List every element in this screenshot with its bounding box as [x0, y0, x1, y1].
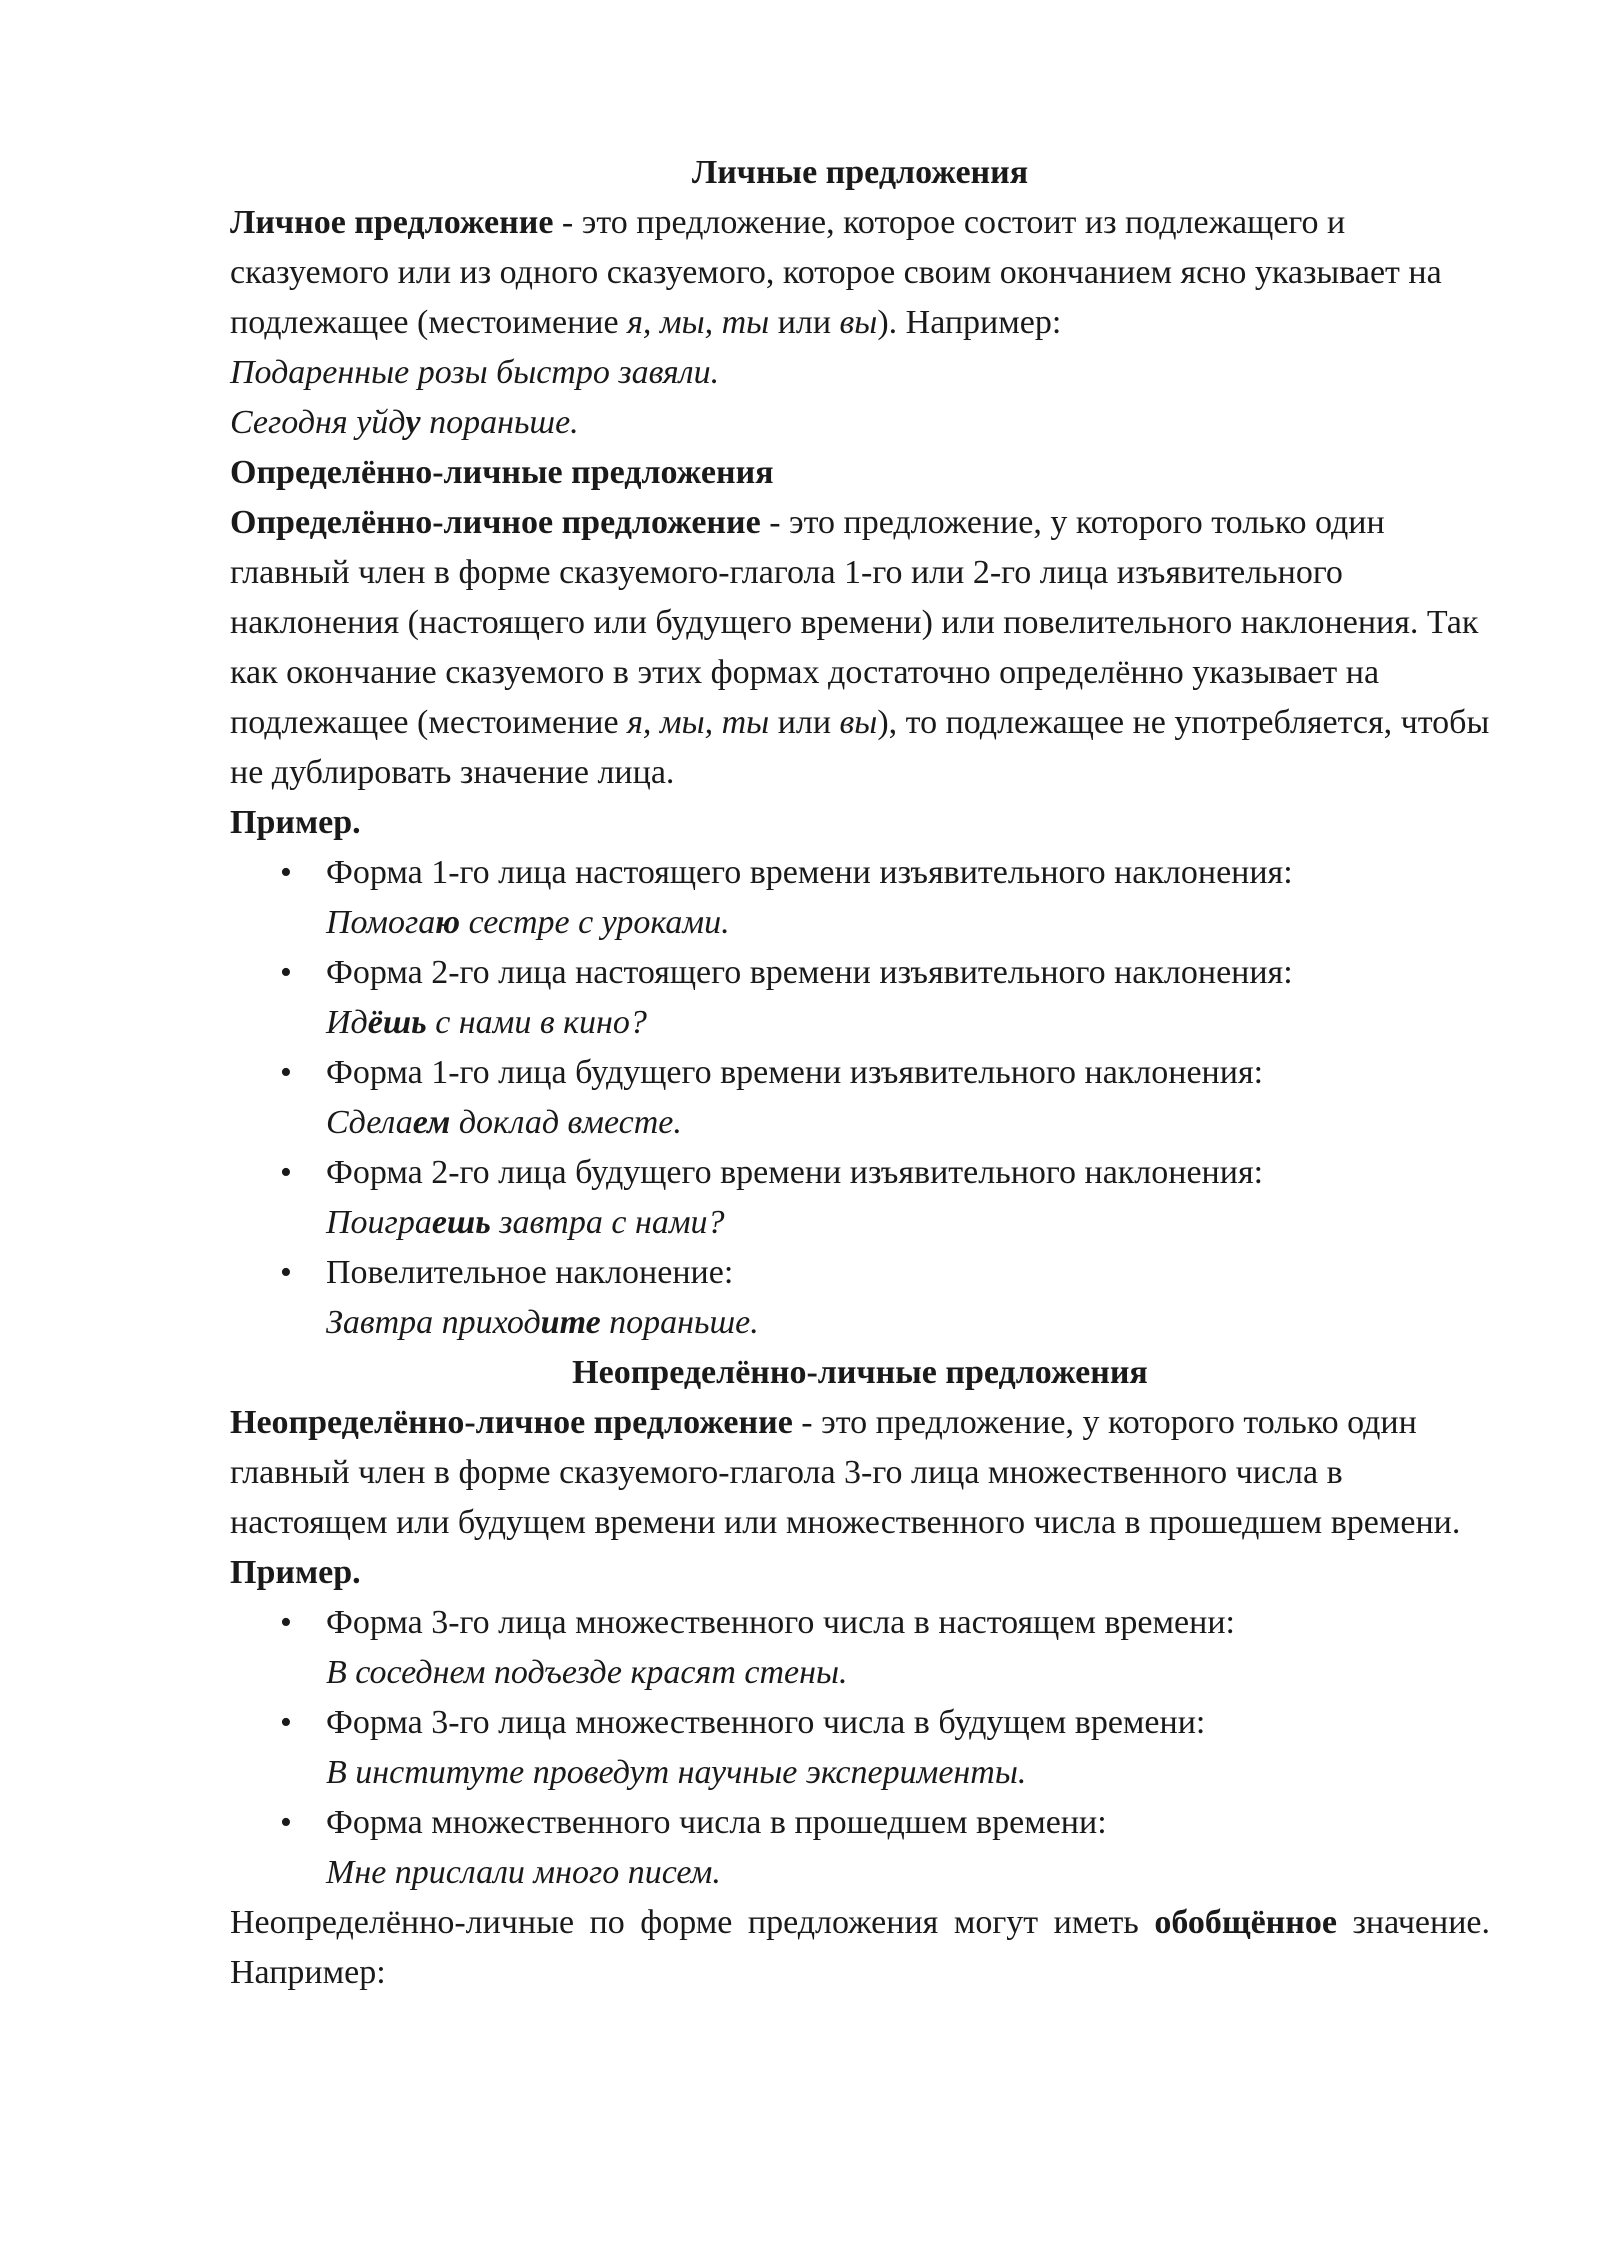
list-item: • Повелительное наклонение: Завтра приходите пораньше.: [230, 1248, 1490, 1348]
indefinite-heading: Неопределённо-личные предложения: [572, 1354, 1148, 1391]
list-item: • Форма 1-го лица настоящего времени изъявительного наклонения: Помогаю сестре с уроками.: [230, 848, 1490, 948]
list-item: • Форма 3-го лица множественного числа в будущем времени: В институте проведут научные эксперименты.: [230, 1698, 1490, 1798]
list-item: • Форма 2-го лица будущего времени изъявительного наклонения: Поиграешь завтра с нами?: [230, 1148, 1490, 1248]
indefinite-example-label: Пример.: [230, 1554, 361, 1591]
indefinite-closing: Неопределённо-личные по форме предложения могут иметь обобщённое значение. Например:: [230, 1904, 1490, 1991]
indefinite-definition: Неопределённо-личное предложение - это предложение, у которого только один главный член в форме сказуемого-глагола 3-го лица множественного числа в настоящем или будущем времени или множественного числа в прошедшем времени.: [230, 1404, 1461, 1541]
indefinite-examples-list: [230, 1598, 1490, 1898]
list-item: • Форма 3-го лица множественного числа в настоящем времени: В соседнем подъезде красят стены.: [230, 1598, 1490, 1698]
document-page: [230, 148, 1490, 1998]
personal-term: Личное предложение: [230, 204, 554, 241]
definite-definition: Определённо-личное предложение - это предложение, у которого только один главный член в форме сказуемого-глагола 1-го или 2-го лица изъявительного наклонения (настоящего или будущего времени) или повелительного наклонения. Так как окончание сказуемого в этих формах достаточно определённо указывает на подлежащее (местоимение я, мы, ты или вы), то подлежащее не употребляется, чтобы не дублировать значение лица.: [230, 504, 1490, 791]
definite-heading: Определённо-личные предложения: [230, 454, 774, 491]
list-item: • Форма 2-го лица настоящего времени изъявительного наклонения: Идёшь с нами в кино?: [230, 948, 1490, 1048]
list-item: • Форма множественного числа в прошедшем времени: Мне прислали много писем.: [230, 1798, 1490, 1898]
definite-examples-list: [230, 848, 1490, 1348]
indefinite-term: Неопределённо-личное предложение: [230, 1404, 793, 1441]
definite-term: Определённо-личное предложение: [230, 504, 761, 541]
definite-example-label: Пример.: [230, 804, 361, 841]
page-title: Личные предложения: [691, 154, 1029, 191]
list-item: • Форма 1-го лица будущего времени изъявительного наклонения: Сделаем доклад вместе.: [230, 1048, 1490, 1148]
personal-example-1: Подаренные розы быстро завяли.: [230, 354, 720, 391]
personal-example-2: Сегодня уйду пораньше.: [230, 404, 579, 441]
personal-definition: Личное предложение - это предложение, которое состоит из подлежащего и сказуемого или из одного сказуемого, которое своим окончанием ясно указывает на подлежащее (местоимение я, мы, ты или вы). Например:: [230, 204, 1442, 341]
